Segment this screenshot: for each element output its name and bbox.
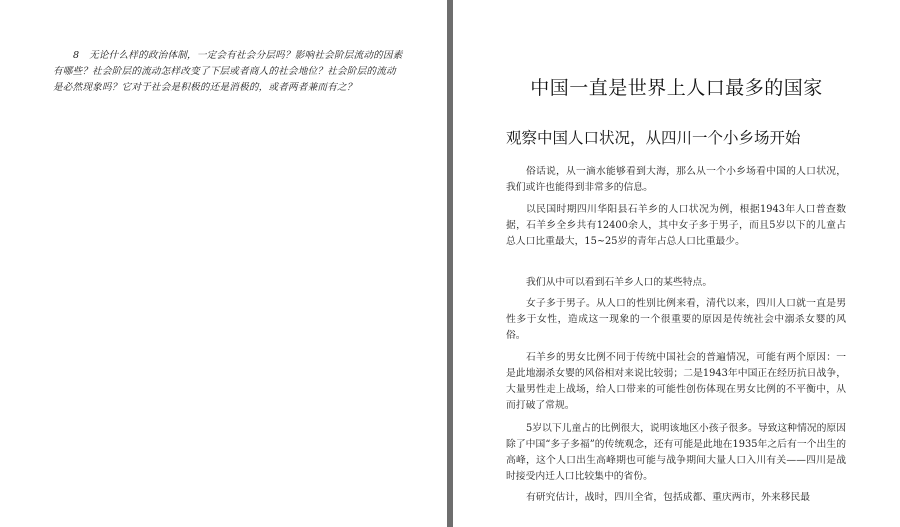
chapter-title: 中国一直是世界上人口最多的国家: [530, 77, 823, 99]
paragraph: 女子多于男子。从人口的性别比例来看，清代以来，四川人口就一直是男性多于女性，造成这一现象的一个很重要的原因是传统社会中溺杀女婴的风俗。: [506, 298, 846, 341]
right-page: [453, 0, 900, 527]
section-title: 观察中国人口状况，从四川一个小乡场开始: [506, 129, 801, 147]
discussion-question: 8 无论什么样的政治体制，一定会有社会分层吗？影响社会阶层流动的因素有哪些？社会阶层的流动怎样改变了下层或者商人的社会地位？社会阶层的流动是必然现象吗？它对于社会是积极的还是消极的，或者两者兼而有之？: [53, 49, 403, 93]
paragraph: 以民国时期四川华阳县石羊乡的人口状况为例，根据1943年人口普查数据，石羊乡全乡共有12400余人，其中女子多于男子，而且5岁以下的儿童占总人口比重最大，15~25岁的青年占总人口比重最少。: [506, 204, 846, 247]
paragraph: 石羊乡的男女比例不同于传统中国社会的普遍情况，可能有两个原因：一是此地溺杀女婴的风俗相对来说比较弱；二是1943年中国正在经历抗日战争，大量男性走上战场，给人口带来的可能性创伤体现在男女比例的不平衡中，从而打破了常规。: [506, 352, 846, 411]
left-page: [0, 0, 447, 527]
paragraph: 5岁以下儿童占的比例很大，说明该地区小孩子很多。导致这种情况的原因除了中国“多子多福”的传统观念，还有可能是此地在1935年之后有一个出生的高峰，这个人口出生高峰期也可能与战争期间大量人口入川有关——四川是战时接受内迁人口比较集中的省份。: [506, 423, 846, 482]
paragraph: 有研究估计，战时，四川全省，包括成都、重庆两市，外来移民最: [526, 492, 811, 503]
paragraph: 我们从中可以看到石羊乡人口的某些特点。: [526, 277, 713, 288]
paragraph: 俗话说，从一滴水能够看到大海，那么从一个小乡场看中国的人口状况，我们或许也能得到非常多的信息。: [506, 166, 846, 193]
